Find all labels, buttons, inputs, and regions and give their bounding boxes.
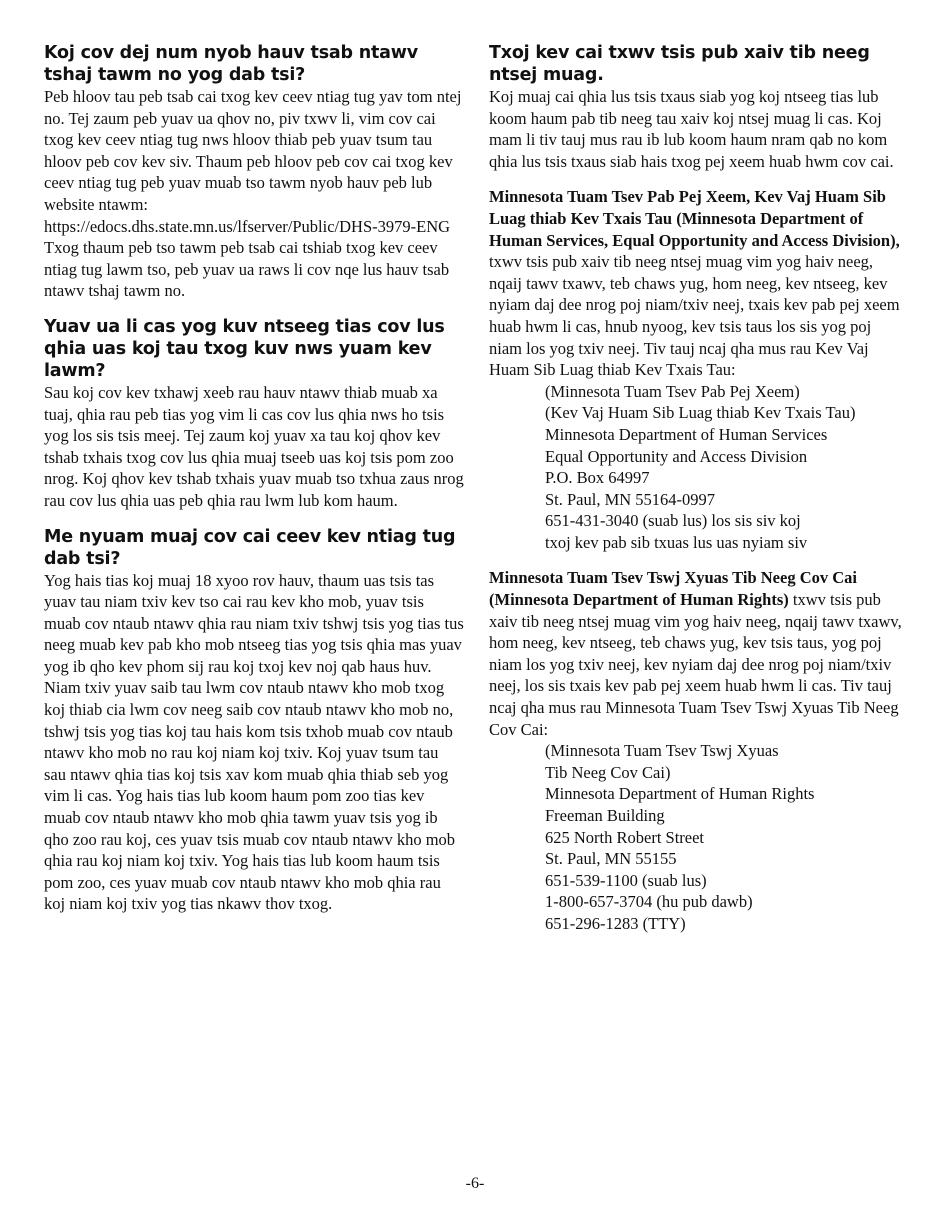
section-heading: Yuav ua li cas yog kuv ntseeg tias cov lus qhia uas koj tau txog kuv nws yuam kev lawm? <box>44 316 445 381</box>
address-line: 651-539-1100 (suab lus) <box>545 870 707 890</box>
section-heading: Me nyuam muaj cov cai ceev kev ntiag tug dab tsi? <box>44 526 456 569</box>
section-responsibilities <box>44 42 464 302</box>
section-body: Koj muaj cai qhia lus tsis txaus siab yog koj ntseeg tias lub koom haum pab tib neeg tau xaiv koj ntsej muag li cas. Koj mam li tiv tauj mus rau ib lub koom haum nram qab no kom qhia lus tsis txaus siab hais txog pej xeem huab hwm cov cai. <box>489 87 894 171</box>
dhs-contact-address <box>545 381 907 554</box>
address-line: Equal Opportunity and Access Division <box>545 446 808 466</box>
address-line: St. Paul, MN 55155 <box>545 849 677 869</box>
address-line: Freeman Building <box>545 806 665 825</box>
section-body: Peb hloov tau peb tsab cai txog kev ceev ntiag tug yav tom ntej no. Tej zaum peb yuav ua qhov no, piv txwv li, vim cov cai txog kev ceev ntiag tug nws hloov thiab peb yuav tsum tau hloov peb cov kev siv. Thaum peb hloov peb cov cai txog kev ceev ntiag tug peb yuav muab tso tawm nyob hauv peb lub website ntawm: https://edocs.dhs.state.mn.us/lfserver/Public/DHS-3979-ENG Txog thaum peb tso tawm peb tsab cai tshiab txog kev ceev ntiag tug lawm tso, peb yuav ua raws li cov nqe lus hauv tsab ntawv tshaj tawm no. <box>44 87 462 301</box>
mdhr-contact-address <box>545 740 907 934</box>
address-line: 625 North Robert Street <box>545 827 705 847</box>
agency-name: Minnesota Tuam Tsev Pab Pej Xeem, Kev Vaj Huam Sib Luag thiab Kev Txais Tau (Minnesota Department of Human Services, Equal Opportunity and Access Division), <box>489 187 900 250</box>
section-body <box>489 567 907 740</box>
left-column <box>44 42 464 915</box>
agency-description: txwv tsis pub xaiv tib neeg ntsej muag vim yog haiv neeg, nqaij tawv txawv, hom neeg, kev ntseeg, teb chaws yug, kev tsis taus, yog poj niam los yog txiv neej, kev nyiam daj dee nrog poj niam/txiv neej, los sis txais kev pab pej xeem huab hwm li cas. Tiv tauj ncaj qha mus rau Minnesota Tuam Tsev Tswj Xyuas Tib Neeg Cov Cai: <box>489 590 902 739</box>
address-line: 651-296-1283 (TTY) <box>545 913 686 933</box>
address-line: txoj kev pab sib txuas lus uas nyiam siv <box>545 532 808 552</box>
section-dhs-equal-opportunity <box>489 186 907 553</box>
section-nondiscrimination <box>489 42 907 172</box>
right-column <box>489 42 907 935</box>
page-number: -6- <box>465 1175 485 1192</box>
section-body: Yog hais tias koj muaj 18 xyoo rov hauv, thaum uas tsis tas yuav tau niam txiv kev tso cai rau kev kho mob, yuav tsis muab cov ntaub ntawv qhia rau niam txiv tshwj tsis yog tias tus neeg muab kev pab kho mob ntseeg tias yog tsis qhia mas yuav yog ib qho kev phom sij rau koj txoj kev noj qab haus huv. Niam txiv yuav saib tau lwm cov ntaub ntawv kho mob txog koj thiab cia lwm cov neeg saib cov ntaub ntawv kho mob no, tshwj tsis yog tias koj tau hais kom tsis txhob muab cov ntaub ntawv kho mob no rau koj niam koj txiv. Koj yuav tsum tau sau ntawv qhia tias koj tsis xav kom muab qhia thiab seb yog vim li cas. Yog hais tias lub koom haum pom zoo tias kev muab cov ntaub ntawv kho mob qhia tawm yuav tsis yog ib qho zoo rau koj, ces yuav tsis muab cov ntaub ntawv kho mob qhia rau koj niam koj txiv. Yog hais tias lub koom haum tsis pom zoo, ces yuav muab cov ntaub ntawv kho mob qhia rau koj niam koj txiv yog tias nkawv thov txog. <box>44 570 464 914</box>
section-body <box>489 186 907 380</box>
address-line: (Minnesota Tuam Tsev Tswj Xyuas <box>545 741 779 761</box>
address-line: 1-800-657-3704 (hu pub dawb) <box>545 892 753 912</box>
section-body: Sau koj cov kev txhawj xeeb rau hauv ntawv thiab muab xa tuaj, qhia rau peb tias yog vim li cas cov lus qhia nws ho tsis yog los sis tsis meej. Tej zaum koj yuav xa tau koj qhov kev tshab txhais txog cov lus qhia muaj tseeb uas koj tsis pom zoo nrog. Koj qhov kev tshab txhais yuav muab tso txhua zaus nrog rau cov lus qhia uas peb qhia rau lwm lub kom haum. <box>44 382 464 510</box>
agency-name: Minnesota Tuam Tsev Tswj Xyuas Tib Neeg Cov Cai (Minnesota Department of Human Rights) <box>489 568 857 610</box>
address-line: (Minnesota Tuam Tsev Pab Pej Xeem) <box>545 381 800 401</box>
address-line: 651-431-3040 (suab lus) los sis siv koj <box>545 511 801 531</box>
agency-description: txwv tsis pub xaiv tib neeg ntsej muag vim yog haiv neeg, nqaij tawv txawv, teb chaws yug, hom neeg, kev ntseeg, kev nyiam daj dee nrog poj niam/txiv neej, txais kev pab pej xeem huab hwm li cas, hnub nyoog, kev tsis taus los sis yog poj niam los yog txiv neej. Tiv tauj ncaj qha mus rau Kev Vaj Huam Sib Luag thiab Kev Txais Tau: <box>489 252 900 380</box>
address-line: Minnesota Department of Human Services <box>545 424 828 444</box>
address-line: St. Paul, MN 55164-0997 <box>545 489 716 509</box>
section-incorrect-information <box>44 316 464 512</box>
section-human-rights <box>489 567 907 934</box>
section-minors-privacy <box>44 526 464 916</box>
section-heading: Koj cov dej num nyob hauv tsab ntawv tshaj tawm no yog dab tsi? <box>44 43 418 85</box>
address-line: P.O. Box 64997 <box>545 468 650 488</box>
section-heading: Txoj kev cai txwv tsis pub xaiv tib neeg ntsej muag. <box>489 43 870 85</box>
address-line: (Kev Vaj Huam Sib Luag thiab Kev Txais Tau) <box>545 403 856 423</box>
address-line: Tib Neeg Cov Cai) <box>545 762 671 782</box>
address-line: Minnesota Department of Human Rights <box>545 784 815 804</box>
